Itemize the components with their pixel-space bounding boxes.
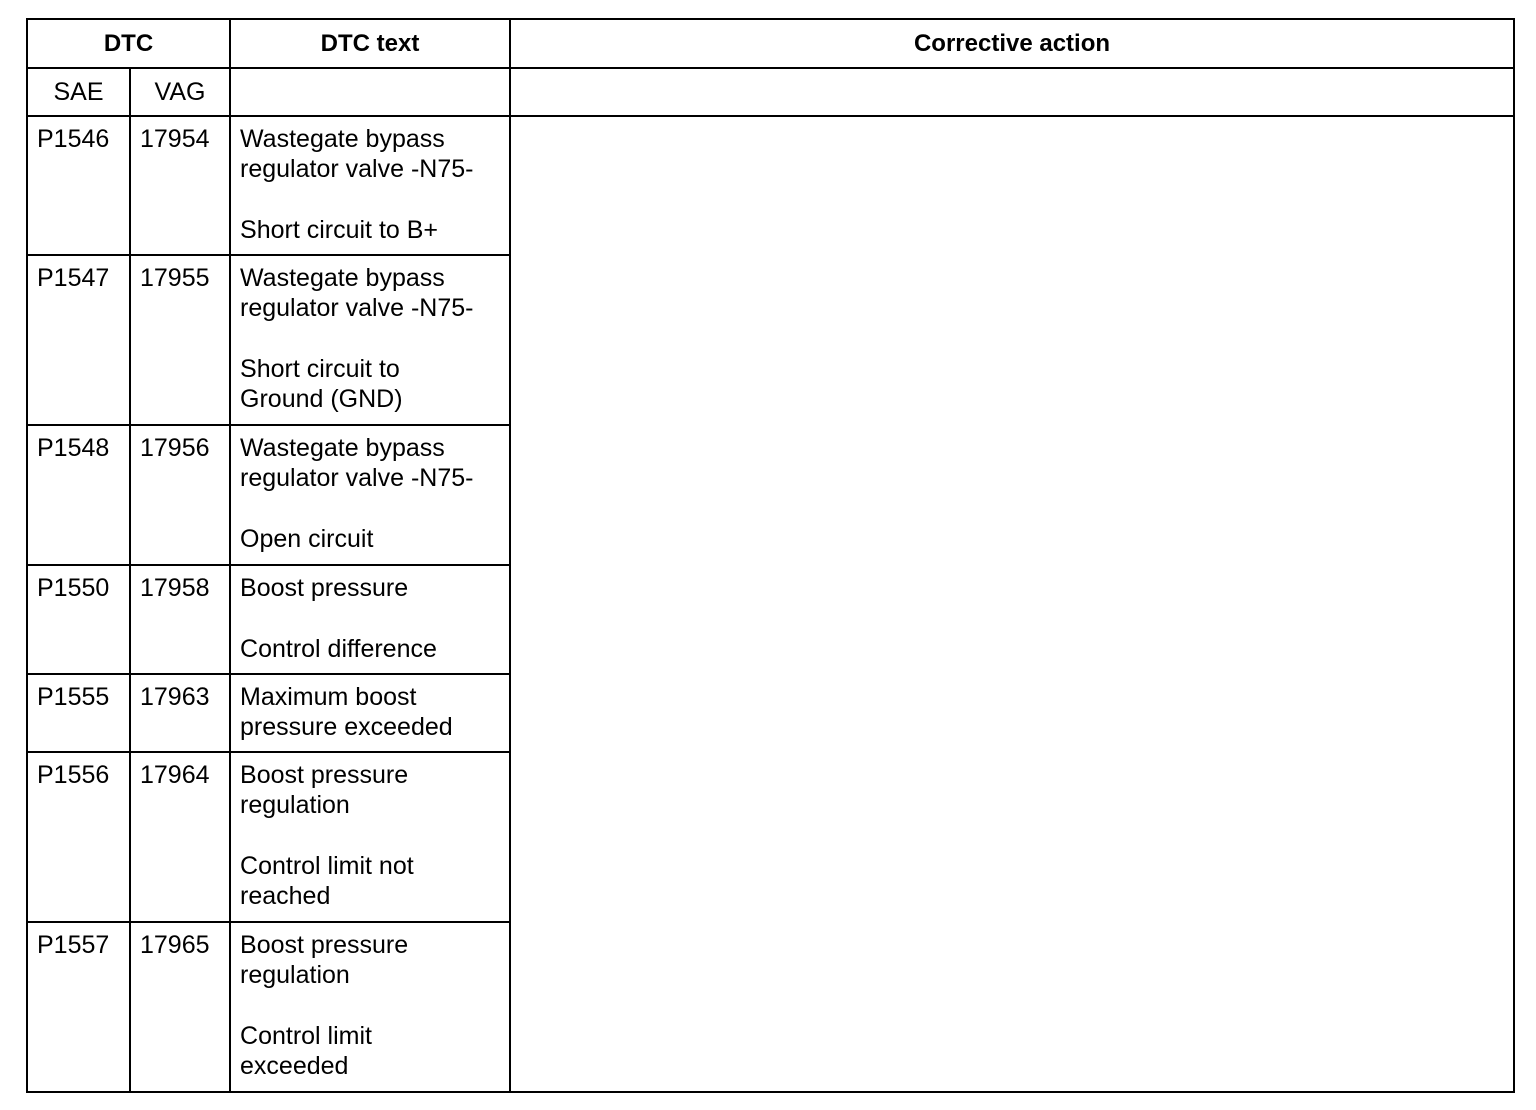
dtc-header: DTC — [27, 19, 230, 68]
vag-code: 17956 — [130, 425, 230, 565]
corrective-action-cell — [510, 116, 1514, 1092]
sae-code: P1557 — [27, 922, 130, 1092]
vag-code: 17954 — [130, 116, 230, 255]
dtc-text-line: reached — [240, 882, 331, 910]
dtc-text-line: Wastegate bypass — [240, 434, 445, 462]
dtc-text-subheader-empty — [230, 68, 510, 116]
sae-code: P1556 — [27, 752, 130, 922]
dtc-text-line: Boost pressure — [240, 761, 409, 789]
dtc-text-line: regulator valve -N75- — [240, 294, 474, 322]
line-gap — [240, 603, 501, 634]
line-gap — [240, 820, 501, 851]
dtc-table — [26, 18, 1515, 1093]
dtc-text-line: Control limit — [240, 1022, 372, 1050]
vag-code: 17964 — [130, 752, 230, 922]
line-gap — [240, 323, 501, 354]
sae-code: P1555 — [27, 674, 130, 752]
dtc-text-line: pressure exceeded — [240, 713, 453, 741]
subheader-row — [27, 68, 1514, 116]
dtc-text-line: regulator valve -N75- — [240, 464, 474, 492]
line-gap — [240, 990, 501, 1021]
line-gap — [240, 184, 501, 215]
vag-header: VAG — [130, 68, 230, 116]
dtc-text-cell — [230, 752, 510, 922]
sae-code: P1550 — [27, 565, 130, 674]
corrective-action-subheader-empty — [510, 68, 1514, 116]
corrective-action-header: Corrective action — [510, 19, 1514, 68]
dtc-text-line: regulator valve -N75- — [240, 155, 474, 183]
dtc-text-line: Short circuit to — [240, 355, 400, 383]
dtc-text-cell — [230, 674, 510, 752]
dtc-text-cell — [230, 565, 510, 674]
sae-header: SAE — [27, 68, 130, 116]
line-gap — [240, 493, 501, 524]
dtc-text-line: Short circuit to B+ — [240, 216, 439, 244]
dtc-text-cell — [230, 255, 510, 425]
dtc-text-cell — [230, 425, 510, 565]
dtc-text-line: Boost pressure — [240, 931, 409, 959]
dtc-text-line: Control difference — [240, 635, 437, 663]
dtc-body — [27, 116, 1514, 1092]
dtc-text-header: DTC text — [230, 19, 510, 68]
dtc-text-line: Boost pressure — [240, 574, 409, 602]
dtc-text-line: exceeded — [240, 1052, 349, 1080]
sae-code: P1548 — [27, 425, 130, 565]
dtc-text-cell — [230, 116, 510, 255]
dtc-text-line: Open circuit — [240, 525, 374, 553]
dtc-text-cell — [230, 922, 510, 1092]
vag-code: 17955 — [130, 255, 230, 425]
dtc-text-line: Wastegate bypass — [240, 125, 445, 153]
dtc-text-line: Ground (GND) — [240, 385, 403, 413]
table-row — [27, 116, 1514, 255]
dtc-text-line: regulation — [240, 961, 350, 989]
dtc-text-line: regulation — [240, 791, 350, 819]
dtc-text-line: Wastegate bypass — [240, 264, 445, 292]
dtc-text-line: Maximum boost — [240, 683, 417, 711]
header-row — [27, 19, 1514, 68]
vag-code: 17963 — [130, 674, 230, 752]
vag-code: 17958 — [130, 565, 230, 674]
sae-code: P1547 — [27, 255, 130, 425]
dtc-text-line: Control limit not — [240, 852, 414, 880]
vag-code: 17965 — [130, 922, 230, 1092]
sae-code: P1546 — [27, 116, 130, 255]
